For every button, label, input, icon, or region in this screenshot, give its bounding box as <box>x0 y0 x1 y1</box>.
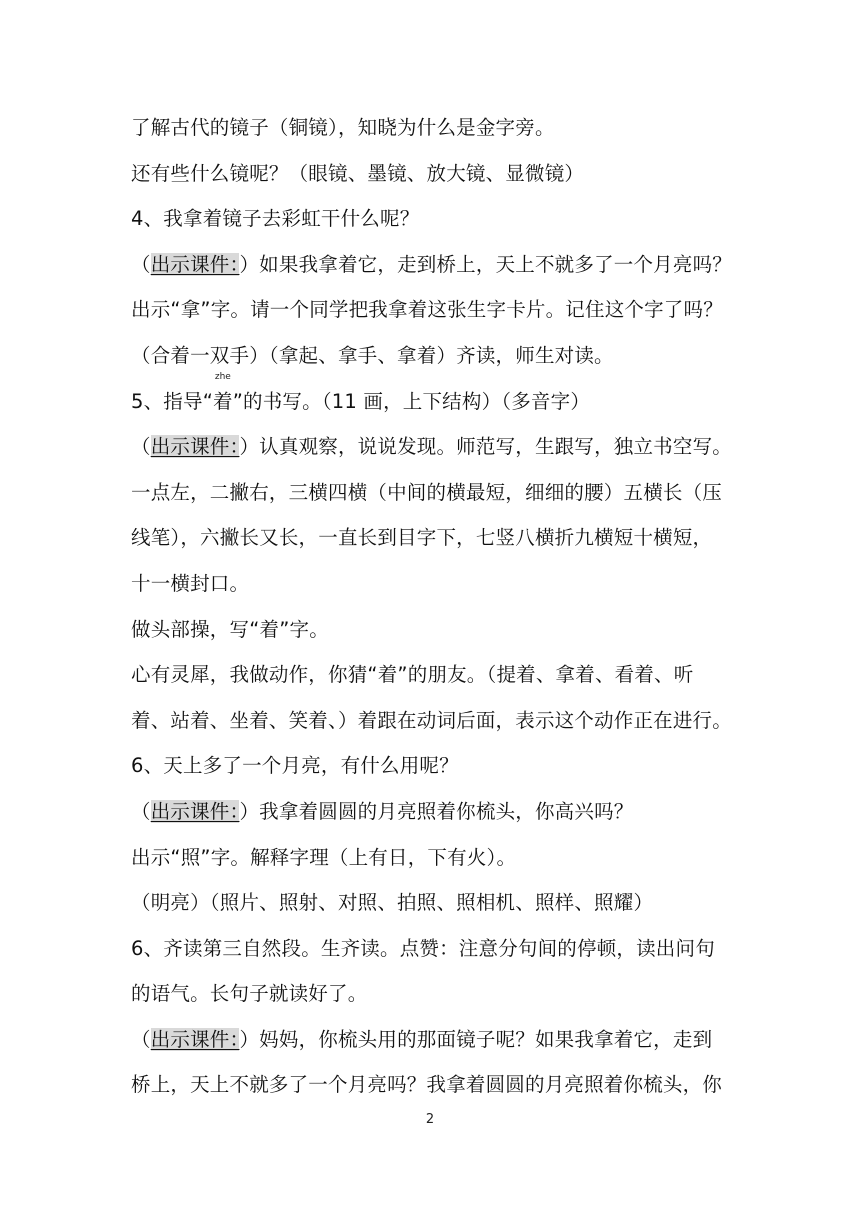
text-line-6: （合着一双手）（拿起、拿手、拿着）齐读，师生对读。 <box>131 343 614 367</box>
text-line-2: 还有些什么镜呢？（眼镜、墨镜、放大镜、显微镜） <box>131 161 585 185</box>
line-after: ”的书写。（11 画，上下结构）（多音字） <box>232 389 591 413</box>
ruby-character <box>213 371 233 422</box>
open-paren: （ <box>131 252 151 276</box>
text-line-11: 十一横封口。 <box>131 571 250 595</box>
line-rest: ）如果我拿着它，走到桥上，天上不就多了一个月亮吗？ <box>239 252 732 276</box>
text-line-3: 4、我拿着镜子去彩虹干什么呢？ <box>131 207 420 231</box>
courseware-tag: 出示课件： <box>150 799 240 823</box>
text-line-12: 做头部操，写“着”字。 <box>131 617 329 641</box>
courseware-tag: 出示课件： <box>150 252 240 276</box>
text-line-1: 了解古代的镜子（铜镜），知晓为什么是金字旁。 <box>131 116 555 139</box>
line-rest: ）妈妈，你梳头用的那面镜子呢？如果我拿着它，走到 <box>239 1027 713 1051</box>
document-body <box>131 108 735 1111</box>
text-line-5: 出示“拿”字。请一个同学把我拿着这张生字卡片。记住这个字了吗？ <box>131 298 723 322</box>
open-paren: （ <box>131 435 151 459</box>
text-line-22: 桥上，天上不就多了一个月亮吗？我拿着圆圆的月亮照着你梳头，你 <box>131 1073 723 1097</box>
text-line-7 <box>131 371 735 428</box>
text-line-16 <box>131 792 735 838</box>
text-line-8 <box>131 427 735 473</box>
text-line-4 <box>131 245 735 291</box>
annotated-character: 着 <box>213 389 233 413</box>
text-line-19: 6、齐读第三自然段。生齐读。点赞：注意分句间的停顿，读出问句 <box>131 936 715 960</box>
text-line-15: 6、天上多了一个月亮，有什么用呢？ <box>131 754 459 778</box>
text-line-9: 一点左，二撇右，三横四横（中间的横最短，细细的腰）五横长（压 <box>131 480 723 504</box>
text-line-10: 线笔），六撇长又长，一直长到目字下，七竖八横折九横短十横短， <box>131 526 713 550</box>
courseware-tag: 出示课件： <box>150 435 240 459</box>
text-line-17: 出示“照”字。解释字理（上有日，下有火）。 <box>131 845 517 869</box>
line-before: 5、指导“ <box>131 389 214 413</box>
line-rest: ）我拿着圆圆的月亮照着你梳头，你高兴吗？ <box>239 799 634 823</box>
open-paren: （ <box>131 799 151 823</box>
page-number: 2 <box>425 1112 435 1127</box>
text-line-20: 的语气。长句子就读好了。 <box>131 982 368 1006</box>
text-line-21 <box>131 1020 735 1066</box>
open-paren: （ <box>131 1027 151 1051</box>
courseware-tag: 出示课件： <box>150 1027 240 1051</box>
pinyin-annotation: zhe <box>214 371 231 382</box>
text-line-13: 心有灵犀，我做动作，你猜“着”的朋友。（提着、拿着、看着、听 <box>131 663 694 687</box>
text-line-14: 着、站着、坐着、笑着、）着跟在动词后面，表示这个动作正在进行。 <box>131 708 732 732</box>
text-line-18: （明亮）（照片、照射、对照、拍照、照相机、照样、照耀） <box>131 891 654 915</box>
line-rest: ）认真观察，说说发现。师范写，生跟写，独立书空写。 <box>239 435 732 459</box>
